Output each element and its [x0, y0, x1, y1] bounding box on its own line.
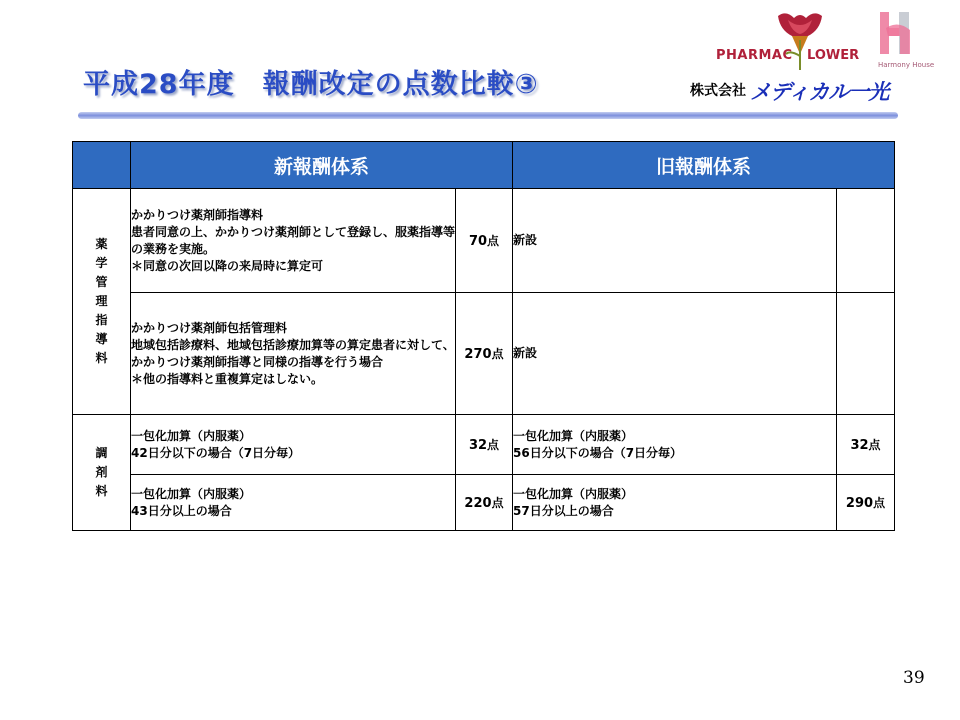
new-description: かかりつけ薬剤師指導料 患者同意の上、かかりつけ薬剤師として登録し、服薬指導等の業務を実施。 ＊同意の次回以降の来局時に算定可 — [131, 189, 456, 293]
table-header-row — [73, 142, 895, 189]
company-logo — [690, 8, 942, 108]
new-points — [456, 189, 513, 293]
points-value: 70 — [468, 234, 488, 249]
points-unit: 点 — [873, 496, 886, 510]
title-underline — [78, 112, 898, 119]
category-label: 薬学管理指導料 — [95, 237, 108, 365]
points-unit: 点 — [487, 438, 500, 452]
old-description: 新設 — [513, 293, 837, 415]
header-corner — [73, 142, 131, 189]
company-brand: メディカル一光 — [750, 80, 889, 104]
page-number: 39 — [903, 668, 925, 688]
category-pharm-management — [73, 189, 131, 415]
points-value: 32 — [468, 438, 488, 453]
comparison-table — [72, 141, 895, 531]
category-label: 調剤料 — [95, 446, 108, 498]
points-unit: 点 — [491, 496, 504, 510]
old-points — [837, 415, 895, 475]
harmony-house-icon — [878, 10, 918, 58]
old-points — [837, 189, 895, 293]
new-description: 一包化加算（内服薬） 43日分以上の場合 — [131, 475, 456, 531]
category-dispensing — [73, 415, 131, 531]
new-points — [456, 415, 513, 475]
table-row — [73, 475, 895, 531]
table-row — [73, 189, 895, 293]
new-description: かかりつけ薬剤師包括管理料 地域包括診療料、地域包括診療加算等の算定患者に対して、かかりつけ薬剤師指導と同様の指導を行う場合 ＊他の指導料と重複算定はしない。 — [131, 293, 456, 415]
logo-pharmac-text: PHARMAC — [716, 48, 793, 63]
points-unit: 点 — [491, 347, 504, 361]
company-prefix: 株式会社 — [690, 83, 746, 99]
points-value: 270 — [464, 347, 492, 362]
old-points — [837, 293, 895, 415]
old-points — [837, 475, 895, 531]
new-system-header: 新報酬体系 — [131, 142, 513, 189]
old-description: 新設 — [513, 189, 837, 293]
logo-lower-text: LOWER — [807, 48, 860, 63]
points-unit: 点 — [487, 234, 500, 248]
old-description: 一包化加算（内服薬） 57日分以上の場合 — [513, 475, 837, 531]
points-value: 32 — [850, 438, 869, 453]
logo-harmony-text: Harmony House — [878, 61, 935, 69]
old-system-header: 旧報酬体系 — [513, 142, 895, 189]
points-unit: 点 — [868, 438, 881, 452]
points-value: 220 — [464, 496, 492, 511]
table-row — [73, 415, 895, 475]
old-description: 一包化加算（内服薬） 56日分以下の場合（7日分毎） — [513, 415, 837, 475]
table-row — [73, 293, 895, 415]
new-points — [456, 475, 513, 531]
new-points — [456, 293, 513, 415]
points-value: 290 — [845, 496, 874, 511]
new-description: 一包化加算（内服薬） 42日分以下の場合（7日分毎） — [131, 415, 456, 475]
page-title: 平成28年度 報酬改定の点数比較③ — [83, 69, 539, 100]
